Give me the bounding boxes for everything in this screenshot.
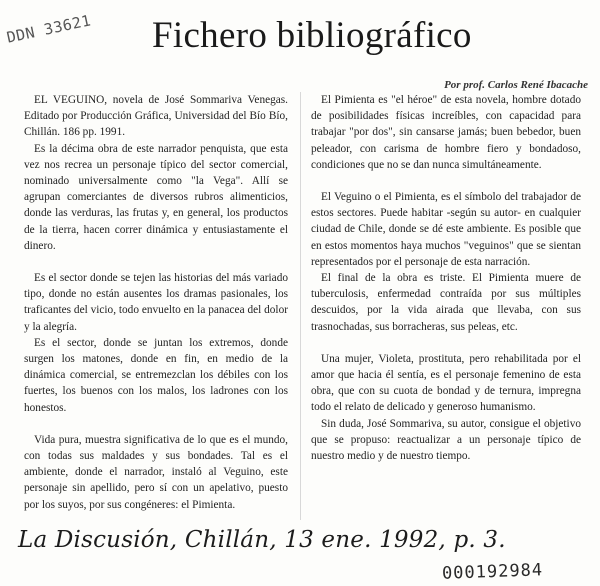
left-paragraph-4: Es el sector, donde se juntan los extremos, donde surgen los matones, donde en fin, en medio de la dinámica comercial, se entremezclan los débiles con los fuertes, los buenos con los malos, los ladrones con los honestos. [24, 336, 288, 414]
right-column [311, 92, 581, 464]
right-paragraph-2: El Veguino o el Pimienta, es el símbolo del trabajador de estos sectores. Puede habitar -según su autor- en cualquier ciudad de Chile, donde se dé este ambiente. Es posible que en estos momentos haya muchos "veguinos" que se sientan representados por el personaje de esta narración. [311, 191, 581, 268]
right-paragraph-4: Una mujer, Violeta, prostituta, pero rehabilitada por el amor que hacia él sentía, es el personaje femenino de esta obra, que con su cuota de bondad y de ternura, impregna todo el relato de delicado y generoso humanismo. [311, 352, 581, 414]
author-byline: Por prof. Carlos René Ibacache [444, 79, 588, 91]
right-paragraph-5: Sin duda, José Sommariva, su autor, consigue el objetivo que se propuso: reactualizar a un personaje típico de nuestro medio y de nuestro tiempo. [311, 417, 581, 463]
right-paragraph-3: El final de la obra es triste. El Pimienta muere de tuberculosis, enfermedad contraída por sus múltiples descuidos, por la vida airada que llevaba, con sus trasnochadas, sus borracheras, sus peleas, etc. [311, 272, 581, 333]
article-title: Fichero bibliográfico [152, 15, 472, 56]
left-paragraph-5: Vida pura, muestra significativa de lo que es el mundo, con todas sus maldades y sus bondades. Tal es el ambiente, donde el narrador, instaló al Veguino, este personaje sin apellido, pero sí con un apelativo, puesto por los suyos, por sus congéneres: el Pimienta. [24, 433, 288, 511]
archive-number-stamp: 000192984 [441, 560, 544, 584]
left-paragraph-3: Es el sector donde se tejen las historias del más variado tipo, donde no están ausentes los dramas pasionales, los traficantes del vicio, todo envuelto en la panacea del dolor y la alegría. [24, 272, 288, 333]
handwritten-citation: La Discusión, Chillán, 13 ene. 1992, p. 3. [18, 527, 506, 553]
right-paragraph-1: El Pimienta es "el héroe" de esta novela, hombre dotado de posibilidades físicas increíbles, con capacidad para trabajar "por dos", sin cansarse jamás; buen bebedor, buen peleador, con carisma de hombre fiero y bondadoso, condiciones que no se dan nunca simultáneamente. [311, 94, 581, 171]
archive-stamp: DDN 33621 [5, 11, 93, 47]
left-paragraph-2: Es la décima obra de este narrador penquista, que esta vez nos recrea un personaje típico del sector comercial, nominado universalmente como "la Vega". Allí se agrupan comerciantes de diversos rubros alimenticios, donde las verduras, las frutas y, en general, los productos de la tierra, hacen correr dinámica y entusiastamente el dinero. [24, 142, 288, 252]
column-divider [300, 92, 301, 520]
left-paragraph-1: EL VEGUINO, novela de José Sommariva Venegas. Editado por Producción Gráfica, Universidad del Bío Bío, Chillán. 186 pp. 1991. [24, 94, 288, 139]
left-column [24, 92, 288, 513]
